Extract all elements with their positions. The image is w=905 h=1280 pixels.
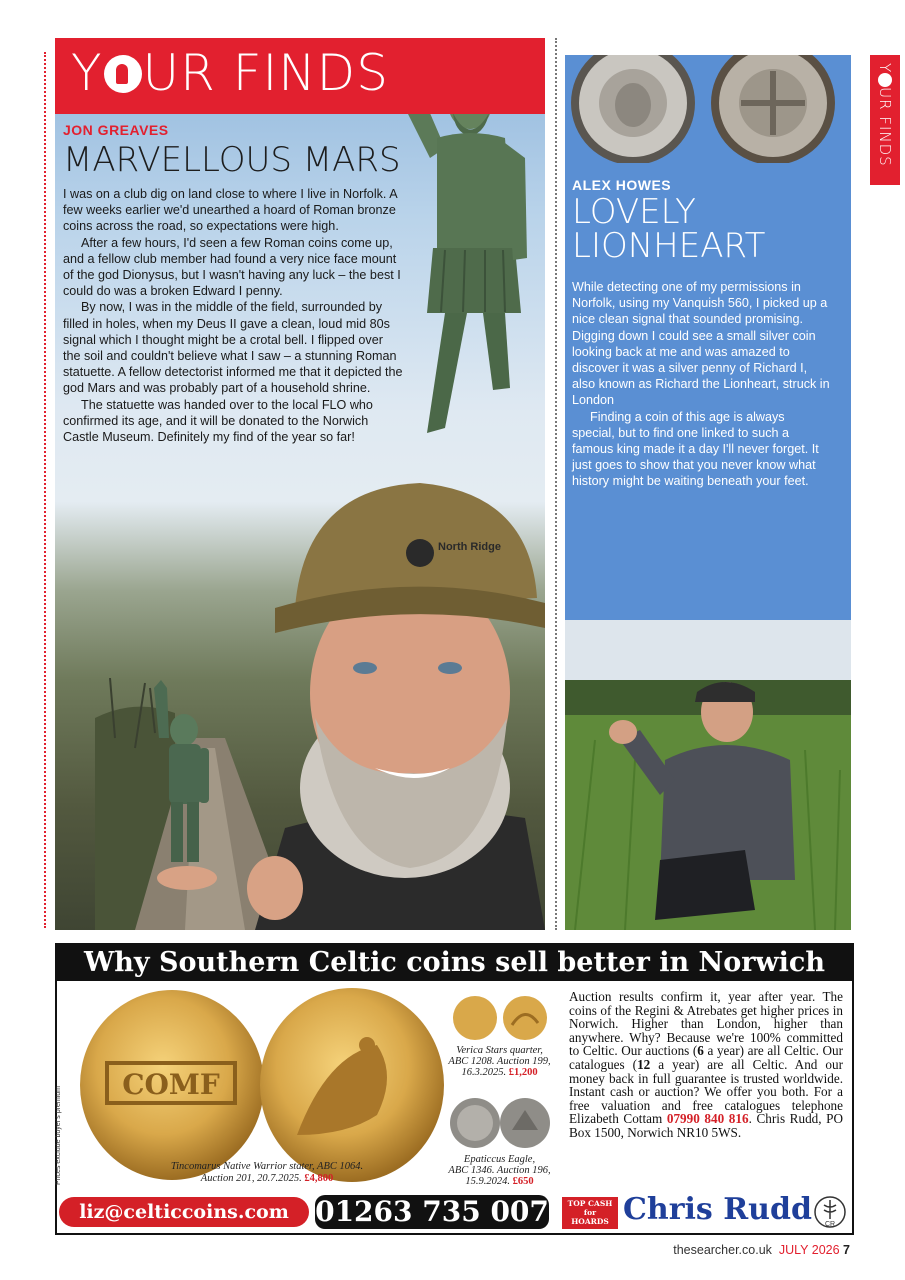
left-body-text (63, 186, 403, 445)
section-title-bar (55, 38, 545, 114)
top-cash-line: for (583, 1208, 597, 1217)
top-cash-line: HOARDS (571, 1217, 609, 1226)
chris-rudd-advert (55, 943, 854, 1235)
advert-text-part: a year) are all Celtic. And our money back in full guarantee is trusted worldwide. Instant cash or auction? We offer you both. For a free valuation and free catalogues telephone Elizabeth Cottam (569, 1056, 843, 1127)
left-article (55, 38, 545, 930)
side-tab-label (876, 63, 894, 167)
verica-price: £1,200 (508, 1067, 538, 1078)
section-title (71, 44, 389, 102)
jon-greaves-photo (245, 468, 545, 930)
right-article (565, 55, 851, 930)
right-author: ALEX HOWES (572, 177, 672, 193)
logo-letters: CR (824, 1221, 836, 1228)
top-cash-badge (562, 1197, 618, 1229)
chris-rudd-brand: Chris Rudd (623, 1192, 812, 1227)
footer-page-number: 7 (843, 1243, 850, 1257)
right-headline-line: LIONHEART (572, 226, 766, 266)
right-paragraph: Finding a coin of this age is always special, but to find one linked to such a famous king made it a day I'll never forget. It just goes to show that you never know what history might be waiting beneath your feet. (572, 409, 819, 489)
advert-text-part: Auction results confirm it, year after year. The coins of the Regini & Atrebates get higher prices in Norwich. Higher than London, higher than anywhere. Why? Because we're 100% committed to Celtic. Our auctions ( (569, 989, 843, 1059)
left-author: JON GREAVES (63, 122, 169, 138)
advert-price-note: Prices exclude buyer's premium (55, 1086, 62, 1185)
advert-email-link[interactable]: liz@celticcoins.com (59, 1197, 309, 1227)
epaticcus-caption-line: ABC 1346. Auction 196, (448, 1165, 551, 1176)
epaticcus-caption-line: Epaticcus Eagle, (463, 1154, 536, 1165)
right-paragraph: While detecting one of my permissions in Norfolk, using my Vanquish 560, I picked up a nice clean signal that sounded promising. Digging down I could see a small silver coin looking back at me and was amazed to discover it was a silver penny of Richard I, also known as Richard the Lionheart, struck in London (572, 280, 830, 408)
cap-logo-text: North Ridge (438, 541, 501, 553)
lionheart-coins-photo (565, 55, 851, 163)
advert-text-part: a year) are all Celtic. Our catalogues ( (569, 1043, 843, 1072)
right-headline (572, 192, 842, 266)
column-divider-dots (555, 38, 557, 930)
tincomarus-stater-image (77, 985, 447, 1185)
epaticcus-caption (437, 1154, 562, 1187)
stater-caption-line: Tincomarus Native Warrior stater, ABC 1064. (170, 1161, 364, 1172)
verica-caption-line: 16.3.2025. (461, 1067, 507, 1078)
epaticcus-caption-line: 15.9.2024. (465, 1176, 510, 1187)
epaticcus-price: £650 (512, 1176, 534, 1187)
epaticcus-eagle-image (450, 1095, 550, 1151)
alex-howes-photo (565, 620, 851, 930)
advert-headline: Why Southern Celtic coins sell better in Norwich (57, 945, 852, 981)
top-cash-line: TOP CASH (567, 1199, 613, 1208)
left-headline: MARVELLOUS MARS (63, 140, 401, 180)
side-tab-suffix: UR FINDS (876, 87, 894, 167)
stater-price: £4,800 (304, 1173, 334, 1184)
left-paragraph: After a few hours, I'd seen a few Roman coins come up, and a fellow club member had found a very nice face mount of the god Dionysus, but I wasn't having any luck – the best I could do was a broken Edward I penny. (63, 235, 401, 299)
stater-caption (117, 1161, 417, 1185)
right-body-text (572, 279, 830, 490)
advert-text-bold: 6 (697, 1043, 704, 1059)
held-statuette (139, 678, 229, 893)
advert-phone-number[interactable]: 01263 735 007 (315, 1195, 549, 1228)
left-paragraph: By now, I was in the middle of the field, surrounded by filled in holes, when my Deus II gave a clean, loud mid 80s signal which I thought might be a crotal bell. I flipped over the soil and couldn't believe what I saw – a stunning Roman statuette. A fellow detectorist informed me that it depicted the god Mars and was probably part of a household shrine. (63, 300, 403, 396)
verica-caption (437, 1045, 562, 1078)
advert-text-bold: 12 (637, 1056, 651, 1072)
verica-caption-line: Verica Stars quarter, (456, 1045, 543, 1056)
footer-date: JULY 2026 (778, 1243, 840, 1257)
side-tab-prefix: Y (876, 63, 894, 74)
detectorist-o-icon (104, 55, 142, 93)
advert-body-text (569, 990, 843, 1140)
coin-stamp-text: COMF (122, 1068, 220, 1101)
left-margin-dots (44, 52, 46, 928)
chris-rudd-logo-icon (813, 1195, 847, 1229)
left-paragraph: I was on a club dig on land close to where I live in Norfolk. A few weeks earlier we'd unearthed a hoard of Roman bronze coins across the road, so expectations were high. (63, 187, 397, 234)
footer-site: thesearcher.co.uk (673, 1243, 772, 1257)
stater-caption-line: Auction 201, 20.7.2025. (200, 1173, 302, 1184)
advert-mobile-number[interactable]: 07990 840 816 (666, 1111, 749, 1127)
section-title-prefix: Y (71, 44, 103, 102)
detectorist-o-icon (878, 73, 892, 87)
page-footer (560, 1243, 850, 1257)
verica-quarter-image (450, 995, 550, 1041)
left-paragraph: The statuette was handed over to the local FLO who confirmed its age, and it will be donated to the Norwich Castle Museum. Definitely my find of the year so far! (63, 397, 373, 445)
advert-text-part: . Chris Rudd, PO Box 1500, Norwich NR10 5WS. (569, 1111, 844, 1140)
section-title-suffix: UR FINDS (142, 44, 389, 102)
right-headline-line: LOVELY (572, 192, 696, 232)
verica-caption-line: ABC 1208. Auction 199, (448, 1056, 551, 1067)
section-side-tab (870, 55, 900, 185)
